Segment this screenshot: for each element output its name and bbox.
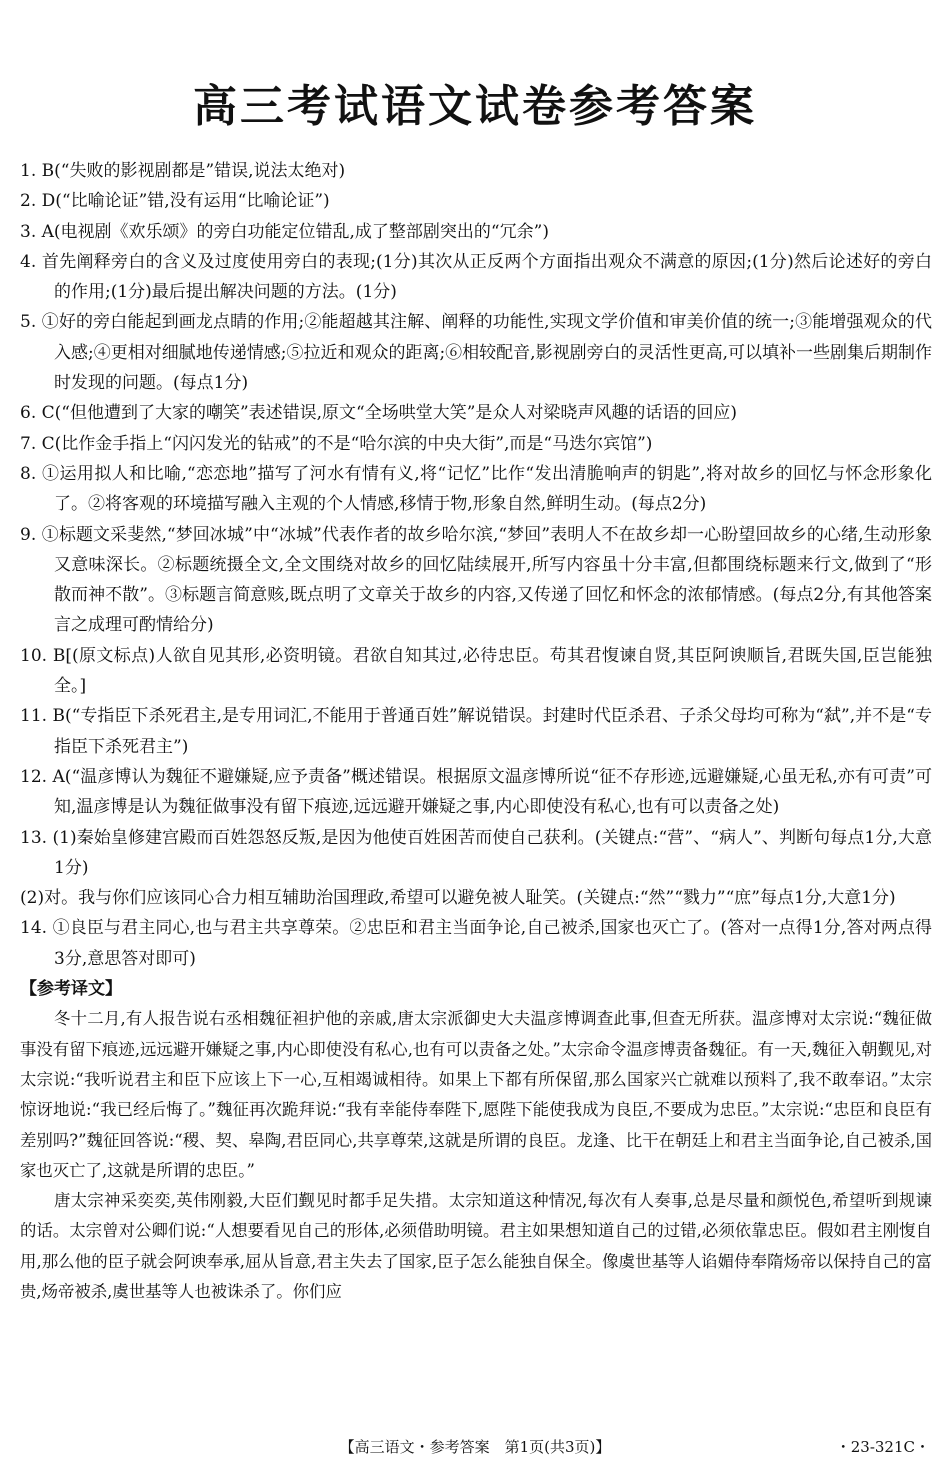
footer-page-info: 【高三语文・参考答案 第1页(共3页)】 xyxy=(339,1438,611,1456)
answer-item-8: 8. ①运用拟人和比喻,“恋恋地”描写了河水有情有义,将“记忆”比作“发出清脆响声的钥匙”,将对故乡的回忆与怀念形象化了。②将客观的环境描写融入主观的个人情感,移情于物,形象自然,鲜明生动。(每点2分) xyxy=(20,463,932,515)
answer-item-10: 10. B[(原文标点)人欲自见其形,必资明镜。君欲自知其过,必待忠臣。苟其君愎谏自贤,其臣阿谀顺旨,君既失国,臣岂能独全。] xyxy=(20,645,932,697)
translation-heading: 【参考译文】 xyxy=(20,979,122,1000)
page-footer xyxy=(0,1436,950,1460)
answer-item-4: 4. 首先阐释旁白的含义及过度使用旁白的表现;(1分)其次从正反两个方面指出观众不满意的原因;(1分)然后论述好的旁白的作用;(1分)最后提出解决问题的方法。(1分) xyxy=(20,251,932,303)
answer-item-5: 5. ①好的旁白能起到画龙点睛的作用;②能超越其注解、阐释的功能性,实现文学价值和审美价值的统一;③能增强观众的代入感;④更相对细腻地传递情感;⑤拉近和观众的距离;⑥相较配音,影视剧旁白的灵活性更高,可以填补一些剧集后期制作时发现的问题。(每点1分) xyxy=(20,312,932,394)
answer-item-11: 11. B(“专指臣下杀死君主,是专用词汇,不能用于普通百姓”解说错误。封建时代臣杀君、子杀父母均可称为“弑”,并不是“专指臣下杀死君主”) xyxy=(20,706,932,757)
answer-item-6: 6. C(“但他遭到了大家的嘲笑”表述错误,原文“全场哄堂大笑”是众人对梁晓声风趣的话语的回应) xyxy=(20,403,738,424)
answer-item-13-part1: 13. (1)秦始皇修建宫殿而百姓怨怒反叛,是因为他使百姓困苦而使自己获利。(关键点:“营”、“病人”、判断句每点1分,大意1分) xyxy=(20,827,932,878)
answer-item-13-part2: (2)对。我与你们应该同心合力相互辅助治国理政,希望可以避免被人耻笑。(关键点:“然”“戮力”“庶”每点1分,大意1分) xyxy=(20,888,896,909)
answer-item-2: 2. D(“比喻论证”错,没有运用“比喻论证”) xyxy=(20,191,330,212)
answer-item-14: 14. ①良臣与君主同心,也与君主共享尊荣。②忠臣和君主当面争论,自己被杀,国家也灭亡了。(答对一点得1分,答对两点得3分,意思答对即可) xyxy=(20,918,932,969)
translation-paragraph-2: 唐太宗神采奕奕,英伟刚毅,大臣们觐见时都手足失措。太宗知道这种情况,每次有人奏事,总是尽量和颜悦色,希望听到规谏的话。太宗曾对公卿们说:“人想要看见自己的形体,必须借助明镜。君主如果想知道自己的过错,必须依靠忠臣。假如君主刚愎自用,那么他的臣子就会阿谀奉承,屈从旨意,君主失去了国家,臣子怎么能独自保全。像虞世基等人谄媚侍奉隋炀帝以保持自己的富贵,炀帝被杀,虞世基等人也被诛杀了。你们应 xyxy=(20,1191,932,1301)
document-title: 高三考试语文试卷参考答案 xyxy=(193,81,757,132)
footer-code: ・23-321C・ xyxy=(835,1438,930,1456)
answer-item-3: 3. A(电视剧《欢乐颂》的旁白功能定位错乱,成了整部剧突出的“冗余”) xyxy=(20,221,549,242)
answer-item-1: 1. B(“失败的影视剧都是”错误,说法太绝对) xyxy=(20,161,346,181)
answer-list xyxy=(20,156,932,1307)
translation-paragraph-1: 冬十二月,有人报告说右丞相魏征袒护他的亲戚,唐太宗派御史大夫温彦博调查此事,但查无所获。温彦博对太宗说:“魏征做事没有留下痕迹,远远避开嫌疑之事,内心即使没有私心,也有可以责备之处。”太宗命令温彦博责备魏征。有一天,魏征入朝觐见,对太宗说:“我听说君主和臣下应该上下一心,互相竭诚相待。如果上下都有所保留,那么国家兴亡就难以预料了,我不敢奉诏。”太宗惊讶地说:“我已经后悔了。”魏征再次跪拜说:“我有幸能侍奉陛下,愿陛下能使我成为良臣,不要成为忠臣。”太宗说:“忠臣和良臣有差别吗?”魏征回答说:“稷、契、皋陶,君臣同心,共享尊荣,这就是所谓的良臣。龙逢、比干在朝廷上和君主当面争论,自己被杀,国家也灭亡了,这就是所谓的忠臣。” xyxy=(20,1009,932,1180)
answer-item-7: 7. C(比作金手指上“闪闪发光的钻戒”的不是“哈尔滨的中央大街”,而是“马迭尔宾馆”) xyxy=(20,433,653,454)
answer-item-9: 9. ①标题文采斐然,“梦回冰城”中“冰城”代表作者的故乡哈尔滨,“梦回”表明人不在故乡却一心盼望回故乡的心绪,生动形象又意味深长。②标题统摄全文,全文围绕对故乡的回忆陆续展开,所写内容虽十分丰富,但都围绕标题来行文,做到了“形散而神不散”。③标题言简意赅,既点明了文章关于故乡的内容,又传递了回忆和怀念的浓郁情感。(每点2分,有其他答案言之成理可酌情给分) xyxy=(20,524,932,636)
answer-item-12: 12. A(“温彦博认为魏征不避嫌疑,应予责备”概述错误。根据原文温彦博所说“征不存形迹,远避嫌疑,心虽无私,亦有可责”可知,温彦博是认为魏征做事没有留下痕迹,远远避开嫌疑之事,内心即使没有私心,也有可以责备之处) xyxy=(20,766,932,818)
